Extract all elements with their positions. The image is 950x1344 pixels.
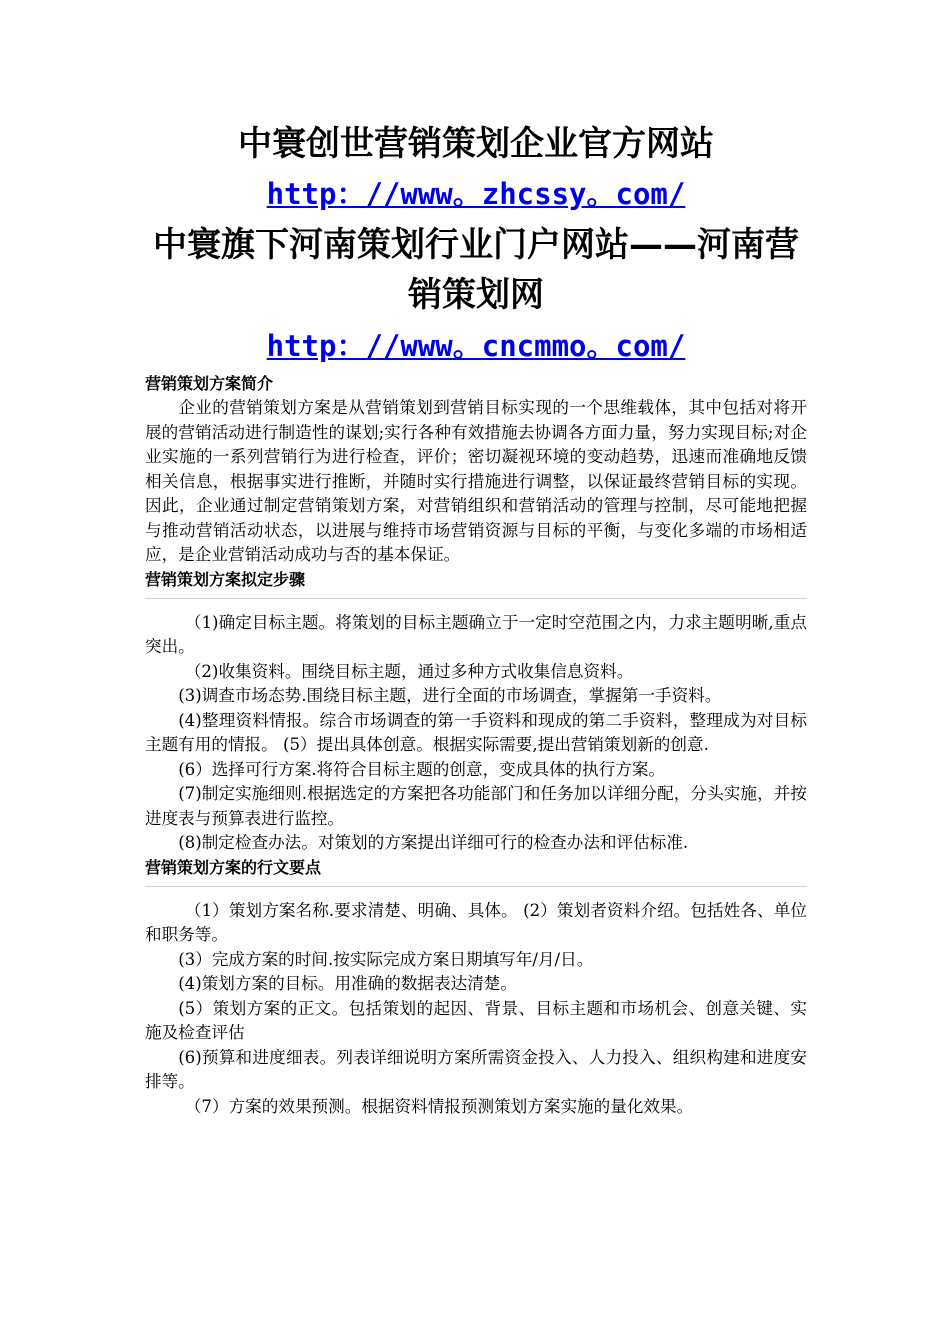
writing-item: (3）完成方案的时间.按实际完成方案日期填写年/月/日。 xyxy=(178,949,594,969)
site-title: 中寰创世营销策划企业官方网站 xyxy=(238,124,714,164)
section-divider xyxy=(145,886,807,887)
writing-section xyxy=(145,856,807,1120)
section-heading-intro: 营销策划方案简介 xyxy=(145,374,274,393)
step-item: (4)整理资料情报。综合市场调查的第一手资料和现成的第二手资料，整理成为对目标主题有用的情报。 (5）提出具体创意。根据实际需要,提出营销策划新的创意. xyxy=(145,710,807,754)
section-heading-steps: 营销策划方案拟定步骤 xyxy=(145,569,306,589)
intro-paragraph: 企业的营销策划方案是从营销策划到营销目标实现的一个思维载体，其中包括对将开展的营销活动进行制造性的谋划;实行各种有效措施去协调各方面力量，努力实现目标;对企业实施的一系列营销行为进行检查，评价；密切凝视环境的变动趋势，迅速而准确地反馈相关信息，根据事实进行推断，并随时实行措施进行调整，以保证最终营销目标的实现。因此，企业通过制定营销策划方案，对营销组织和营销活动的管理与控制，尽可能地把握与推动营销活动状态，以进展与维持市场营销资源与目标的平衡，与变化多端的市场相适应，是企业营销活动成功与否的基本保证。 xyxy=(145,398,807,564)
step-item: (7)制定实施细则.根据选定的方案把各功能部门和任务加以详细分配，分头实施，并按进度表与预算表进行监控。 xyxy=(145,784,807,828)
writing-item: (6)预算和进度细表。列表详细说明方案所需资金投入、人力投入、组织构建和进度安排等。 xyxy=(145,1047,807,1091)
steps-section xyxy=(145,568,807,856)
portal-title: 中寰旗下河南策划行业门户网站——河南营销策划网 xyxy=(153,225,799,315)
step-item: （1)确定目标主题。将策划的目标主题确立于一定时空范围之内，力求主题明晰,重点突出。 xyxy=(145,612,807,656)
writing-item: (5）策划方案的正文。包括策划的起因、背景、目标主题和市场机会、创意关键、实施及检查评估 xyxy=(145,998,807,1042)
step-item: (3)调查市场态势.围绕目标主题，进行全面的市场调查，掌握第一手资料。 xyxy=(178,686,722,705)
intro-section xyxy=(145,372,807,568)
step-item: （2)收集资料。围绕目标主题，通过多种方式收集信息资料。 xyxy=(184,661,634,681)
writing-item: (4)策划方案的目标。用准确的数据表达清楚。 xyxy=(178,974,517,993)
portal-url-link[interactable]: http：//www。cncmmo。com/ xyxy=(266,329,686,363)
writing-item: （7）方案的效果预测。根据资料情报预测策划方案实施的量化效果。 xyxy=(184,1096,694,1116)
step-item: (6）选择可行方案.将符合目标主题的创意，变成具体的执行方案。 xyxy=(178,759,666,779)
section-divider xyxy=(145,598,807,599)
section-heading-writing: 营销策划方案的行文要点 xyxy=(145,857,322,877)
site-url-link[interactable]: http：//www。zhcssy。com/ xyxy=(266,177,686,211)
document-page xyxy=(145,120,807,1119)
writing-item: （1）策划方案名称.要求清楚、明确、具体。 (2）策划者资料介绍。包括姓各、单位和职务等。 xyxy=(145,900,807,944)
step-item: (8)制定检查办法。对策划的方案提出详细可行的检查办法和评估标准. xyxy=(178,833,689,852)
